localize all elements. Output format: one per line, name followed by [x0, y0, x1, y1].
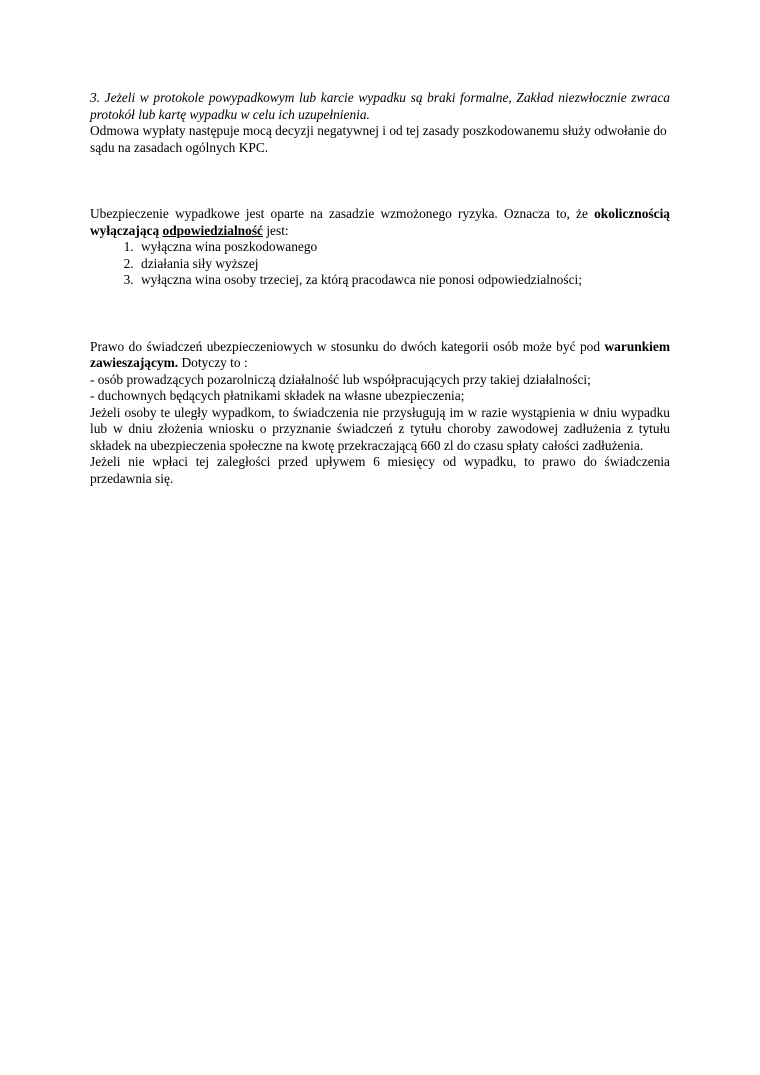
accident-insurance-paragraph	[90, 206, 670, 239]
formal-defects-paragraph: 3. Jeżeli w protokole powypadkowym lub karcie wypadku są braki formalne, Zakład niezwłocznie zwraca protokół lub kartę wypadku w celu ich uzupełnienia.	[90, 90, 670, 122]
list-item: 1. wyłączna wina poszkodowanego	[137, 239, 670, 256]
section-gap	[90, 289, 670, 339]
excluding-circumstance-bold: okolicznością wyłączającą	[90, 206, 670, 238]
refusal-paragraph: Odmowa wypłaty następuje mocą decyzji negatywnej i od tej zasady poszkodowanemu służy odwołanie do sądu na zasadach ogólnych KPC.	[90, 123, 667, 155]
debt-paragraph: Jeżeli osoby te uległy wypadkom, to świadczenia nie przysługują im w razie wystąpienia w dniu wypadku lub w dniu złożenia wniosku o przyznanie świadczeń z tytułu choroby zawodowej zadłużenia z tytułu składek na ubezpieczenia społeczne na kwotę przekraczającą 660 zl do czasu spłaty całości zadłużenia.	[90, 404, 670, 453]
section-gap	[90, 156, 670, 206]
liability-bold-underlined: odpowiedzialność	[162, 222, 263, 238]
exclusion-causes-list	[90, 239, 670, 289]
list-item: 2. działania siły wyższej	[137, 256, 670, 273]
suspensive-after: Dotyczy to :	[178, 355, 248, 370]
list-item: 3. wyłączna wina osoby trzeciej, za którą pracodawca nie ponosi odpowiedzialności;	[137, 272, 670, 289]
suspensive-condition-bold: warunkiem zawieszającym.	[90, 338, 670, 370]
category-line-1: - osób prowadzących pozarolniczą działalność lub współpracujących przy takiej działalności;	[90, 371, 591, 387]
limitation-paragraph: Jeżeli nie wpłaci tej zaległości przed upływem 6 miesięcy od wypadku, to prawo do świadczenia przedawnia się.	[90, 454, 670, 486]
accident-insurance-after: jest:	[262, 222, 289, 238]
accident-insurance-intro: Ubezpieczenie wypadkowe jest oparte na zasadzie wzmożonego ryzyka. Oznacza to, że	[90, 206, 595, 221]
suspensive-condition-paragraph	[90, 339, 670, 372]
suspensive-intro: Prawo do świadczeń ubezpieczeniowych w stosunku do dwóch kategorii osób może być pod	[90, 338, 605, 354]
category-line-2: - duchownych będących płatnikami składek na własne ubezpieczenia;	[90, 388, 465, 403]
